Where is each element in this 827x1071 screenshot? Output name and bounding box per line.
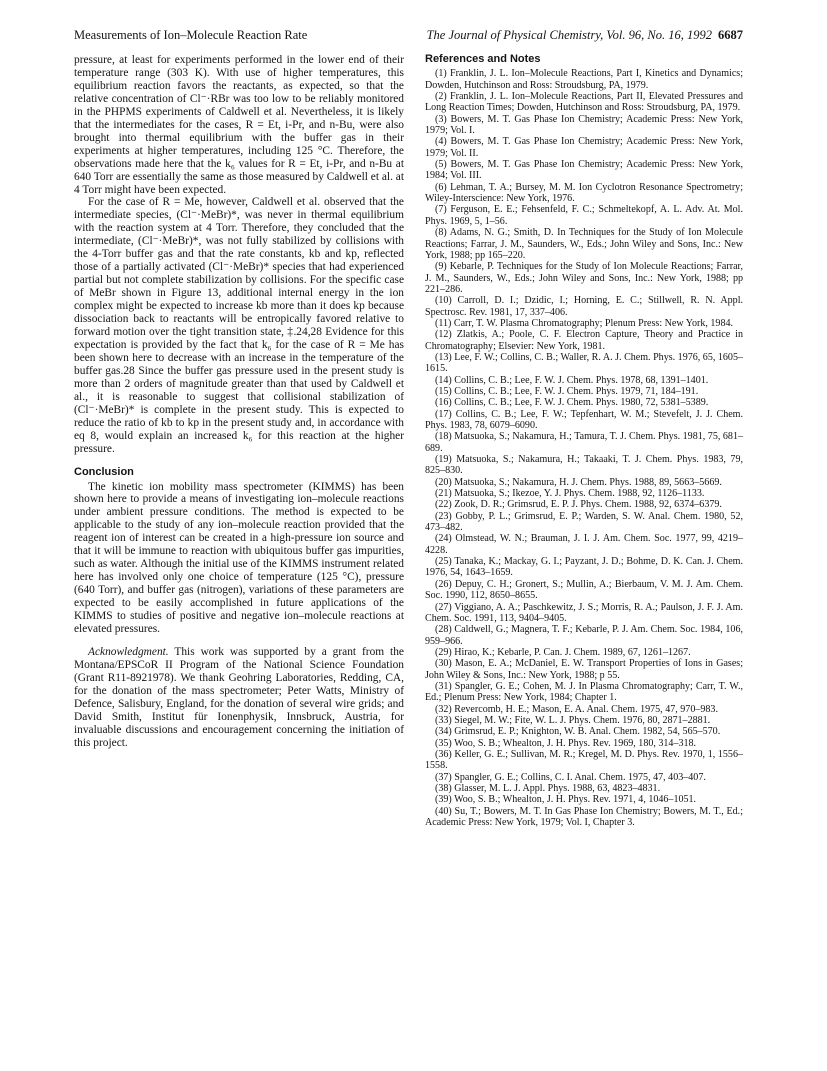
reference-item: (32) Revercomb, H. E.; Mason, E. A. Anal. Chem. 1975, 47, 970–983.	[435, 703, 718, 715]
left-column	[74, 54, 404, 750]
reference-item: (15) Collins, C. B.; Lee, F. W. J. Chem. Phys. 1979, 71, 184–191.	[435, 385, 699, 397]
journal-name: The Journal of Physical Chemistry, Vol. 96, No. 16, 1992	[426, 28, 712, 42]
reference-item: (11) Carr, T. W. Plasma Chromatography; Plenum Press: New York, 1984.	[435, 317, 734, 329]
reference-item: (27) Viggiano, A. A.; Paschkewitz, J. S.; Morris, R. A.; Paulson, J. F. J. Am. Chem. Soc. 1991, 113, 9404–9405.	[425, 601, 743, 624]
conclusion-paragraph: The kinetic ion mobility mass spectrometer (KIMMS) has been shown here to provide a means of investigating ion–molecule reactions under ambient pressure conditions. The method is expected to be applicable to the study of any ion–molecule reaction provided that the reagent ion of interest can be created in a high-pressure ion source and that it will be immune to reaction with ubiquitous buffer gas impurities, such as water. Although the initial use of the KIMMS instrument related here has involved only one choice of temperature (125 °C), pressure (640 Torr), and buffer gas (nitrogen), variations of these parameters are expected to be easily accomplished in future applications of the KIMMS to studies of positive and negative ion–molecule reactions at elevated pressures.	[74, 480, 404, 635]
reference-list	[425, 68, 743, 828]
reference-item: (16) Collins, C. B.; Lee, F. W. J. Chem. Phys. 1980, 72, 5381–5389.	[435, 397, 709, 409]
page-header	[74, 28, 743, 44]
running-title: Measurements of Ion–Molecule Reaction Rate	[74, 28, 308, 42]
reference-item: (37) Spangler, G. E.; Collins, C. I. Anal. Chem. 1975, 47, 403–407.	[435, 771, 706, 783]
body-paragraph: pressure, at least for experiments performed in the lower end of their temperature range (303 K). With use of higher temperatures, this equilibrium reaction favors the reactants, as expected, so that the relative concentration of Cl⁻·RBr was too low to be reliably monitored in the PHPMS experiments of Caldwell et al. Nevertheless, it is likely that the intermediates for the cases, R = Et, i-Pr, and n-Bu, were also brought into thermal equilibrium with the buffer gas in their experiments at higher temperatures, including 125 °C. Therefore, the observations made here that the k₆ values for R = Et, i-Pr, and n-Bu at 640 Torr are essentially the same as those measured by Caldwell et al. at 4 Torr might have been expected.	[74, 54, 404, 196]
reference-item: (22) Zook, D. R.; Grimsrud, E. P. J. Phys. Chem. 1988, 92, 6374–6379.	[435, 499, 722, 511]
reference-item: (6) Lehman, T. A.; Bursey, M. M. Ion Cyclotron Resonance Spectrometry; Wiley-Interscience: New York, 1976.	[425, 181, 743, 205]
reference-item: (13) Lee, F. W.; Collins, C. B.; Waller, R. A. J. Chem. Phys. 1976, 65, 1605–1615.	[425, 351, 743, 375]
reference-item: (2) Franklin, J. L. Ion–Molecule Reactions, Part II, Elevated Pressures and Long Reaction Times; Dowden, Hutchinson and Ross: Stroudsburg, PA, 1979.	[425, 91, 743, 114]
reference-item: (17) Collins, C. B.; Lee, F. W.; Tepfenhart, W. M.; Stevefelt, J. J. Chem. Phys. 1983, 78, 6079–6090.	[425, 408, 743, 431]
reference-item: (4) Bowers, M. T. Gas Phase Ion Chemistry; Academic Press: New York, 1979; Vol. II.	[425, 136, 743, 159]
reference-item: (38) Glasser, M. L. J. Appl. Phys. 1988, 63, 4823–4831.	[435, 783, 661, 794]
reference-item: (33) Siegel, M. W.; Fite, W. L. J. Phys. Chem. 1976, 80, 2871–2881.	[435, 714, 711, 726]
reference-item: (10) Carroll, D. I.; Dzidic, I.; Horning, E. C.; Stillwell, R. N. Appl. Spectrosc. Rev. 1981, 17, 337–406.	[425, 295, 743, 318]
reference-item: (35) Woo, S. B.; Whealton, J. H. Phys. Rev. 1969, 180, 314–318.	[435, 737, 697, 749]
journal-citation	[427, 28, 743, 43]
reference-item: (36) Keller, G. E.; Sullivan, M. R.; Kregel, M. D. Phys. Rev. 1970, 1, 1556–1558.	[425, 748, 743, 772]
conclusion-heading: Conclusion	[74, 465, 134, 478]
reference-item: (20) Matsuoka, S.; Nakamura, H. J. Chem. Phys. 1988, 89, 5663–5669.	[435, 476, 722, 488]
reference-item: (30) Mason, E. A.; McDaniel, E. W. Transport Properties of Ions in Gases; John Wiley & Sons, Inc.: New York, 1988; p 55.	[425, 658, 743, 681]
acknowledgment-heading: Acknowledgment.	[88, 645, 169, 658]
reference-item: (1) Franklin, J. L. Ion–Molecule Reactions, Part I, Kinetics and Dynamics; Dowden, Hutchinson and Ross: Stroudsburg, PA, 1979.	[425, 68, 743, 91]
reference-item: (14) Collins, C. B.; Lee, F. W. J. Chem. Phys. 1978, 68, 1391–1401.	[435, 374, 709, 386]
reference-item: (18) Matsuoka, S.; Nakamura, H.; Tamura, T. J. Chem. Phys. 1981, 75, 681–689.	[425, 431, 743, 454]
reference-item: (23) Gobby, P. L.; Grimsrud, E. P.; Warden, S. W. Anal. Chem. 1980, 52, 473–482.	[425, 510, 743, 534]
reference-item: (9) Kebarle, P. Techniques for the Study of Ion Molecule Reactions; Farrar, J. M., Saunders, W., Eds.; John Wiley and Sons, Inc.: New York, 1988; pp 221–286.	[425, 261, 743, 295]
reference-item: (3) Bowers, M. T. Gas Phase Ion Chemistry; Academic Press: New York, 1979; Vol. I.	[425, 113, 743, 137]
page-number: 6687	[718, 28, 743, 42]
reference-item: (7) Ferguson, E. E.; Fehsenfeld, F. C.; Schmeltekopf, A. L. Adv. At. Mol. Phys. 1969, 5, 1–56.	[425, 204, 743, 227]
reference-item: (40) Su, T.; Bowers, M. T. In Gas Phase Ion Chemistry; Bowers, M. T., Ed.; Academic Press: New York, 1979; Vol. I, Chapter 3.	[425, 805, 743, 829]
reference-item: (21) Matsuoka, S.; Ikezoe, Y. J. Phys. Chem. 1988, 92, 1126–1133.	[435, 488, 705, 500]
acknowledgment-text: This work was supported by a grant from the Montana/EPSCoR II Program of the National Science Foundation (Grant R11-8921978). We thank Geohring Laboratories, Redding, CA, for the donation of the mass spectrometer; Peter Watts, Ministry of Defence, Salisbury, England, for the donation of several wire grids; and David Smith, Institut für Ionenphysik, Innsbruck, Austria, for invaluable discussions and encouragement concerning the initiation of this project.	[74, 645, 404, 749]
reference-item: (29) Hirao, K.; Kebarle, P. Can. J. Chem. 1989, 67, 1261–1267.	[435, 646, 691, 658]
reference-item: (28) Caldwell, G.; Magnera, T. F.; Kebarle, P. J. Am. Chem. Soc. 1984, 106, 959–966.	[425, 624, 743, 647]
reference-item: (5) Bowers, M. T. Gas Phase Ion Chemistry; Academic Press: New York, 1984; Vol. III.	[425, 159, 743, 182]
reference-item: (34) Grimsrud, E. P.; Knighton, W. B. Anal. Chem. 1982, 54, 565–570.	[435, 726, 721, 738]
body-paragraph: For the case of R = Me, however, Caldwell et al. observed that the intermediate species, (Cl⁻·MeBr)*, was never in thermal equilibrium with the reaction system at 4 Torr. Therefore, they concluded that the intermediate, (Cl⁻·MeBr)*, was not fully stabilized by collisions with the 4-Torr buffer gas and that the rate constants, kb and kp, reflected those of a partially activated (Cl⁻·MeBr)* species that had experienced partial but not complete stabilization by collisions. For the specific case of MeBr shown in Figure 13, additional internal energy in the ion complex might be expected to increase kb more than it does kp because dissociation back to reactants will be entropically favored relative to forward motion over the tight transition state, ‡.24,28 Evidence for this expectation is provided by the fact that k₆ for the case of R = Me has been shown here to decrease with an increase in the temperature of the buffer gas.28 Since the buffer gas pressure used in the present study is more than 2 orders of magnitude greater than that used by Caldwell et al., it is reasonable to suggest that collisional stabilization of (Cl⁻·MeBr)* is complete in the present study. This is expected to reduce the ratio of kb to kp in the present study and, in accordance with eq 8, would explain an increased k₆ for this reaction at the higher pressure.	[74, 196, 404, 455]
reference-item: (24) Olmstead, W. N.; Brauman, J. I. J. Am. Chem. Soc. 1977, 99, 4219–4228.	[425, 533, 743, 556]
reference-item: (39) Woo, S. B.; Whealton, J. H. Phys. Rev. 1971, 4, 1046–1051.	[435, 794, 697, 806]
reference-item: (12) Zlatkis, A.; Poole, C. F. Electron Capture, Theory and Practice in Chromatography; Elsevier: New York, 1981.	[425, 329, 743, 352]
right-column	[425, 54, 743, 828]
reference-item: (19) Matsuoka, S.; Nakamura, H.; Takaaki, T. J. Chem. Phys. 1983, 79, 825–830.	[425, 454, 743, 477]
references-heading: References and Notes	[425, 53, 541, 65]
reference-item: (26) Depuy, C. H.; Gronert, S.; Mullin, A.; Bierbaum, V. M. J. Am. Chem. Soc. 1990, 112, 8650–8655.	[425, 578, 743, 602]
reference-item: (31) Spangler, G. E.; Cohen, M. J. In Plasma Chromatography; Carr, T. W., Ed.; Plenum Press: New York, 1984; Chapter 1.	[425, 680, 743, 704]
acknowledgment-paragraph	[74, 646, 404, 750]
reference-item: (25) Tanaka, K.; Mackay, G. I.; Payzant, J. D.; Bohme, D. K. Can. J. Chem. 1976, 54, 1643–1659.	[425, 556, 743, 579]
reference-item: (8) Adams, N. G.; Smith, D. In Techniques for the Study of Ion Molecule Reactions; Farrar, J. M., Saunders, W., Eds.; John Wiley and Sons, Inc.: New York, 1988; pp 165–220.	[425, 227, 743, 261]
paragraph-spacer	[74, 636, 404, 646]
